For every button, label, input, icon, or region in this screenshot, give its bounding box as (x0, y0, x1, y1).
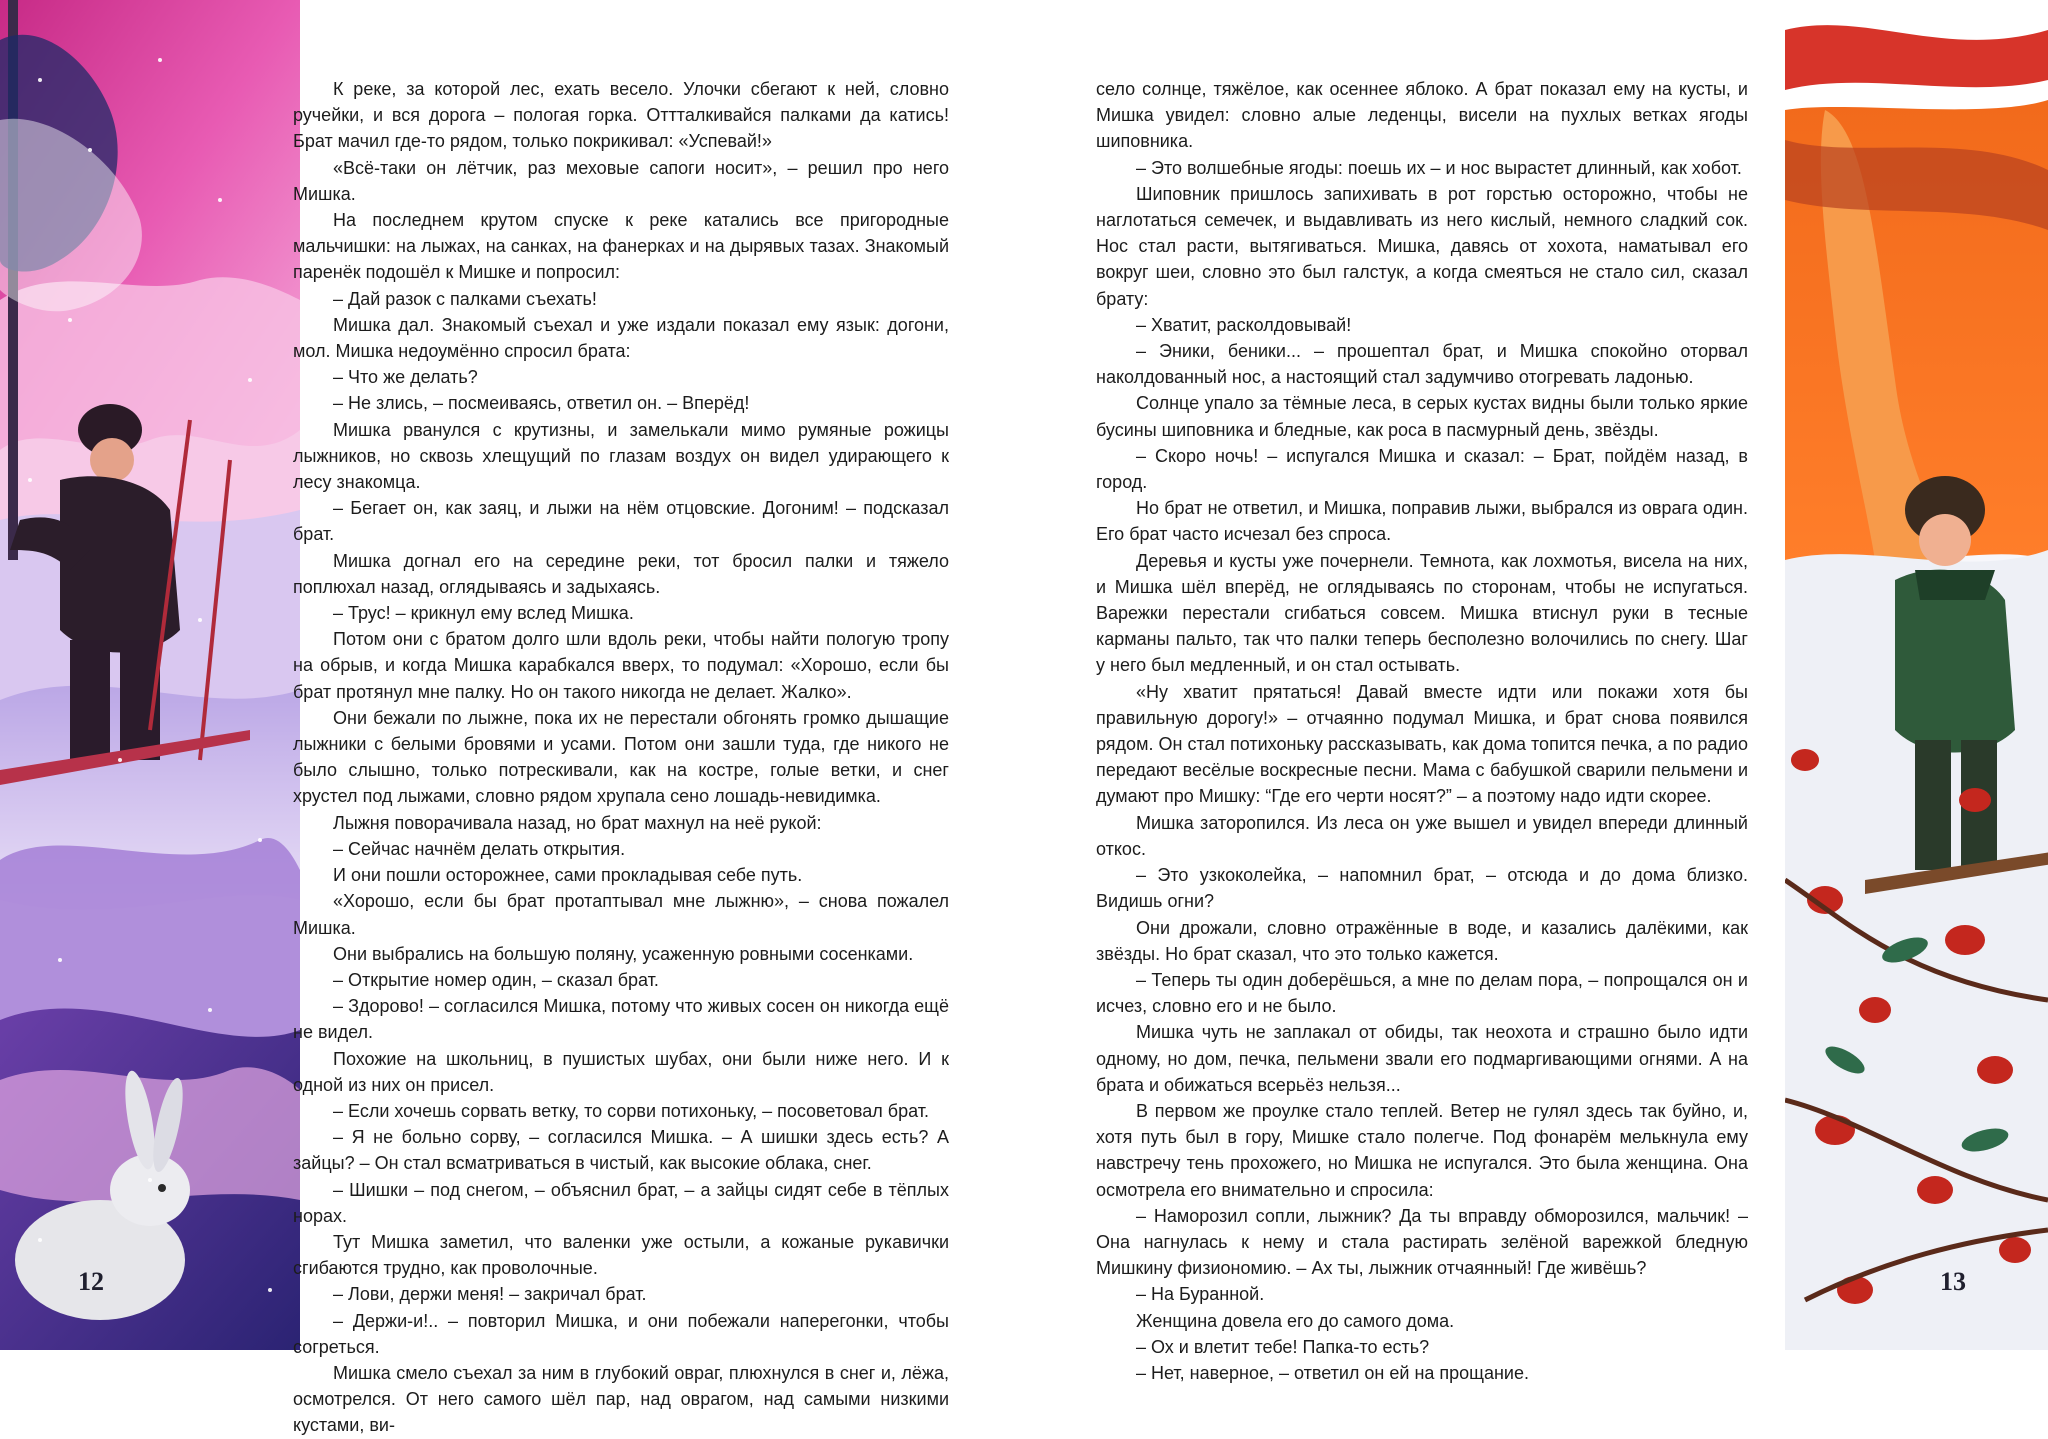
paragraph: Мишка догнал его на середине реки, тот бросил палки и тяжело поплюхал назад, оглядываясь и задыхаясь. (293, 550, 949, 597)
paragraph: – Дай разок с палками съехать! (333, 288, 597, 309)
paragraph: – Эники, беники... – прошептал брат, и Мишка спокойно оторвал наколдованный нос, а настоящий стал задумчиво отогревать ладонью. (1096, 341, 1748, 388)
paragraph: – Лови, держи меня! – закричал брат. (333, 1284, 647, 1305)
paragraph: И они пошли осторожнее, сами прокладывая себе путь. (333, 865, 803, 886)
paragraph: Они выбрались на большую поляну, усаженную ровными сосенками. (333, 943, 914, 964)
paragraph: – На Буранной. (1136, 1284, 1265, 1305)
winter-illustration-left (0, 0, 300, 1350)
paragraph: – Если хочешь сорвать ветку, то сорви потихоньку, – посоветовал брат. (333, 1100, 929, 1121)
paragraph: Мишка дал. Знакомый съехал и уже издали показал ему язык: догони, мол. Мишка недоумённо спросил брата: (293, 314, 949, 362)
paragraph: – Сейчас начнём делать открытия. (333, 838, 626, 859)
paragraph: Деревья и кусты уже почернели. Темнота, как лохмотья, висела на них, и Мишка шёл вперёд, не оглядываясь по сторонам, чтобы не испугаться. Варежки перестали сгибаться совсем. Мишка втиснул руки в тесные карманы пальто, так что палки теперь бесполезно волочились по снегу. Шаг у него был медленный, и он стал остывать. (1096, 550, 1748, 676)
paragraph: Похожие на школьниц, в пушистых шубах, они были ниже него. И к одной из них он присел. (293, 1048, 949, 1095)
paragraph: «Ну хватит прятаться! Давай вместе идти или покажи хотя бы правильную дорогу!» – отчаянно подумал Мишка, и брат снова появился рядом. Он стал потихоньку рассказывать, как дома топится печка, а по радио передают весёлые воскресные песни. Мама с бабушкой сварили пельмени и думают про Мишку: “Где его черти носят?” – а поэтому надо идти скорее. (1096, 681, 1748, 807)
paragraph: – Я не больно сорву, – согласился Мишка. – А шишки здесь есть? А зайцы? – Он стал всматриваться в чистый, как высокие облака, снег. (293, 1127, 949, 1174)
paragraph: – Открытие номер один, – сказал брат. (333, 969, 659, 990)
paragraph: Мишка чуть не заплакал от обиды, так неохота и страшно было идти одному, но дом, печка, пельмени звали его подмаргивающими огнями. А на брата и обижаться всерьёз нельзя... (1096, 1022, 1748, 1095)
paragraph: Солнце упало за тёмные леса, в серых кустах видны были только яркие бусины шиповника и бледные, как роса в пасмурный день, звёзды. (1096, 393, 1748, 440)
paragraph: Но брат не ответил, и Мишка, поправив лыжи, выбрался из оврага один. Его брат часто исчезал без спроса. (1096, 498, 1748, 545)
paragraph: Лыжня поворачивала назад, но брат махнул на неё рукой: (333, 812, 822, 833)
paragraph: Мишка заторопился. Из леса он уже вышел и увидел впереди длинный откос. (1096, 812, 1748, 859)
paragraph: «Всё-таки он лётчик, раз меховые сапоги носит», – решил про него Мишка. (293, 157, 949, 204)
paragraph: – Трус! – крикнул ему вслед Мишка. (333, 603, 634, 624)
paragraph: – Держи-и!.. – повторил Мишка, и они побежали наперегонки, чтобы согреться. (293, 1310, 949, 1357)
paragraph: – Нет, наверное, – ответил он ей на прощание. (1136, 1362, 1529, 1383)
paragraph: Женщина довела его до самого дома. (1136, 1310, 1455, 1331)
paragraph: – Это волшебные ягоды: поешь их – и нос вырастет длинный, как хобот. (1136, 157, 1742, 178)
paragraph: Потом они с братом долго шли вдоль реки, чтобы найти пологую тропу на обрыв, и когда Мишка карабкался вверх, то подумал: «Хорошо, если бы брат протянул мне палку. Но он такого никогда не делает. Жалко». (293, 629, 949, 702)
paragraph: – Хватит, расколдовывай! (1136, 314, 1352, 335)
paragraph: Мишка смело съехал за ним в глубокий овраг, плюхнулся в снег и, лёжа, осмотрелся. От него самого шёл пар, над оврагом, над самыми низкими кустами, ви- (293, 1362, 949, 1436)
paragraph: Они дрожали, словно отражённые в воде, и казались далёкими, как звёзды. Но брат сказал, что это только кажется. (1096, 917, 1748, 964)
paragraph: – Ох и влетит тебе! Папка-то есть? (1136, 1336, 1430, 1357)
paragraph: На последнем крутом спуске к реке катались все пригородные мальчишки: на лыжах, на санках, на фанерках и на дырявых тазах. Знакомый паренёк подошёл к Мишке и попросил: (293, 210, 949, 283)
paragraph: – Здорово! – согласился Мишка, потому что живых сосен он никогда ещё не видел. (293, 996, 949, 1043)
paragraph: К реке, за которой лес, ехать весело. Улочки сбегают к ней, словно ручейки, и вся дорога – пологая горка. Оттталкивайся палками да катись! Брат мачил где-то рядом, только покрикивал: «Успевай!» (293, 79, 949, 152)
paragraph: Мишка рванулся с крутизны, и замелькали мимо румяные рожицы лыжников, но сквозь хлещущий по глазам воздух он видел удирающего к лесу знакомца. (293, 419, 949, 493)
paragraph: – Это узкоколейка, – напомнил брат, – отсюда и до дома близко. Видишь огни? (1096, 865, 1748, 912)
paragraph: Шиповник пришлось запихивать в рот горстью осторожно, чтобы не наглотаться семечек, и выдавливать из него кислый, немного сладкий сок. Нос стал расти, вытягиваться. Мишка, давясь от хохота, наматывал его вокруг шеи, словно это был галстук, а когда смеяться не стало сил, сказал брату: (1096, 183, 1748, 309)
page-number-right: 13 (1940, 1267, 1966, 1296)
paragraph: – Что же делать? (333, 367, 478, 388)
paragraph: Они бежали по лыжне, пока их не перестали обгонять громко дышащие лыжники с белыми бровями и усами. Потом они зашли туда, где никого не было слышно, только потрескивали, как на костре, голые ветки, и снег хрустел под лыжами, словно рядом хрупала сено лошадь-невидимка. (293, 707, 949, 807)
paragraph: Тут Мишка заметил, что валенки уже остыли, а кожаные рукавички сгибаются трудно, как проволочные. (293, 1231, 949, 1279)
winter-illustration-right (1785, 0, 2048, 1350)
left-page-text (293, 76, 949, 1439)
paragraph: село солнце, тяжёлое, как осеннее яблоко. А брат показал ему на кусты, и Мишка увидел: словно алые леденцы, висели на пухлых ветках ягоды шиповника. (1096, 79, 1748, 152)
paragraph: – Шишки – под снегом, – объяснил брат, – а зайцы сидят себе в тёплых норах. (293, 1179, 949, 1226)
paragraph: – Теперь ты один доберёшься, а мне по делам пора, – попрощался он и исчез, словно его и не было. (1096, 969, 1748, 1017)
paragraph: «Хорошо, если бы брат протаптывал мне лыжню», – снова пожалел Мишка. (293, 891, 949, 938)
paragraph: В первом же проулке стало теплей. Ветер не гулял здесь так буйно, и, хотя путь был в гору, Мишке стало полегче. Под фонарём мелькнула ему навстречу тень прохожего, но Мишка не испугался. Это была женщина. Она осмотрела его внимательно и спросила: (1096, 1100, 1748, 1200)
paragraph: – Не злись, – посмеиваясь, ответил он. – Вперёд! (333, 393, 750, 414)
paragraph: – Бегает он, как заяц, и лыжи на нём отцовские. Догоним! – подсказал брат. (293, 498, 949, 545)
paragraph: – Наморозил сопли, лыжник? Да ты вправду обморозился, мальчик! – Она нагнулась к нему и стала растирать зелёной варежкой бледную Мишкину физиономию. – Ах ты, лыжник отчаянный! Где живёшь? (1096, 1205, 1748, 1279)
right-page-text (1096, 76, 1748, 1386)
paragraph: – Скоро ночь! – испугался Мишка и сказал: – Брат, пойдём назад, в город. (1096, 445, 1748, 493)
page-number-left: 12 (78, 1267, 104, 1296)
